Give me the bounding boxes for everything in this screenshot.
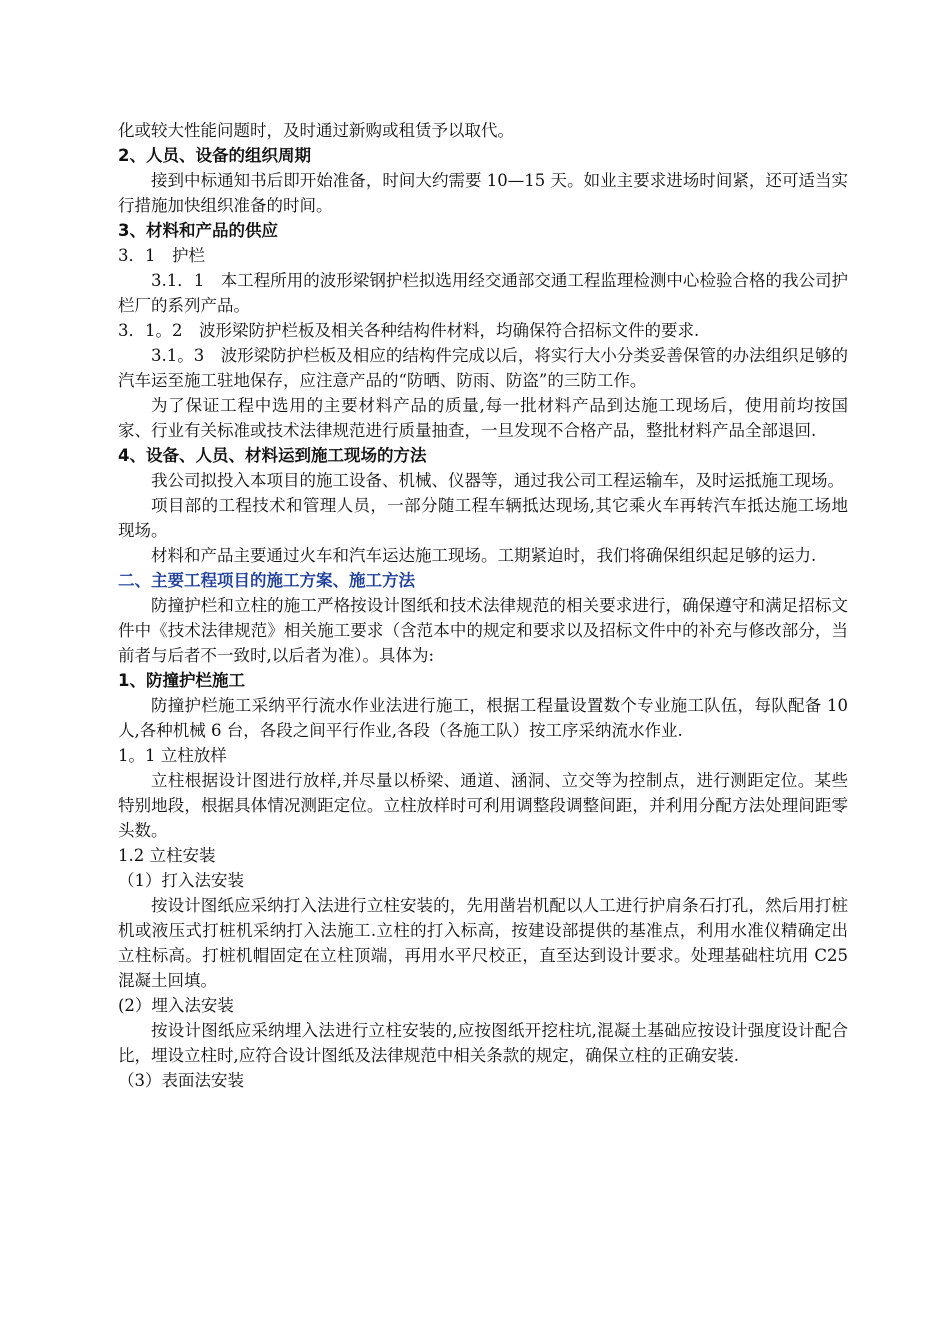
paragraph: 3．1。2 波形梁防护栏板及相关各种结构件材料，均确保符合招标文件的要求. [118,321,700,340]
paragraph: 化或较大性能问题时，及时通过新购或租赁予以取代。 [118,121,514,140]
item-heading: （3）表面法安装 [118,1071,244,1090]
item-heading: （1）打入法安装 [118,871,244,890]
paragraph: 项目部的工程技术和管理人员，一部分随工程车辆抵达现场,其它乘火车再转汽车抵达施工场地现场。 [118,496,848,540]
document-body [118,118,848,1093]
chapter-heading: 二、主要工程项目的施工方案、施工方法 [118,571,415,590]
section-heading: 3、材料和产品的供应 [118,221,278,240]
paragraph: 立柱根据设计图进行放样,并尽量以桥梁、通道、涵洞、立交等为控制点，进行测距定位。某些特别地段，根据具体情况测距定位。立柱放样时可利用调整段调整间距，并利用分配方法处理间距零头数。 [118,771,848,840]
paragraph: 防撞护栏施工采纳平行流水作业法进行施工，根据工程量设置数个专业施工队伍，每队配备 10 人,各种机械 6 台，各段之间平行作业,各段（各施工队）按工序采纳流水作业. [118,696,848,740]
paragraph: 按设计图纸应采纳埋入法进行立柱安装的,应按图纸开挖柱坑,混凝土基础应按设计强度设计配合比，埋设立柱时,应符合设计图纸及法律规范中相关条款的规定，确保立柱的正确安装. [118,1021,848,1065]
subsection-heading: 1.2 立柱安装 [118,846,216,865]
subsection-heading: 1。1 立柱放样 [118,746,227,765]
paragraph: 防撞护栏和立柱的施工严格按设计图纸和技术法律规范的相关要求进行，确保遵守和满足招标文件中《技术法律规范》相关施工要求（含范本中的规定和要求以及招标文件中的补充与修改部分，当前者与后者不一致时,以后者为准）。具体为: [118,596,848,665]
paragraph: 为了保证工程中选用的主要材料产品的质量,每一批材料产品到达施工现场后，使用前均按国家、行业有关标准或技术法律规范进行质量抽查，一旦发现不合格产品，整批材料产品全部退回. [118,396,848,440]
paragraph: 3.1。3 波形梁防护栏板及相应的结构件完成以后，将实行大小分类妥善保管的办法组织足够的汽车运至施工驻地保存，应注意产品的“防晒、防雨、防盗”的三防工作。 [118,346,848,390]
paragraph: 接到中标通知书后即开始准备，时间大约需要 10—15 天。如业主要求进场时间紧，还可适当实行措施加快组织准备的时间。 [118,171,848,215]
paragraph: 按设计图纸应采纳打入法进行立柱安装的，先用凿岩机配以人工进行护肩条石打孔，然后用打桩机或液压式打桩机采纳打入法施工.立柱的打入标高，按建设部提供的基准点，利用水准仪精确定出立柱标高。打桩机帽固定在立柱顶端，再用水平尺校正，直至达到设计要求。处理基础柱坑用 C25 混凝土回填。 [118,896,848,990]
section-heading: 1、防撞护栏施工 [118,671,245,690]
section-heading: 4、设备、人员、材料运到施工现场的方法 [118,446,427,465]
paragraph: 3.1．1 本工程所用的波形梁钢护栏拟选用经交通部交通工程监理检测中心检验合格的我公司护栏厂的系列产品。 [118,271,848,315]
paragraph: 我公司拟投入本项目的施工设备、机械、仪器等，通过我公司工程运输车，及时运抵施工现场。 [151,471,844,490]
paragraph: 材料和产品主要通过火车和汽车运达施工现场。工期紧迫时，我们将确保组织起足够的运力. [151,546,817,565]
subsection-heading: 3．1 护栏 [118,246,205,265]
section-heading: 2、人员、设备的组织周期 [118,146,311,165]
item-heading: (2）埋入法安装 [118,996,234,1015]
